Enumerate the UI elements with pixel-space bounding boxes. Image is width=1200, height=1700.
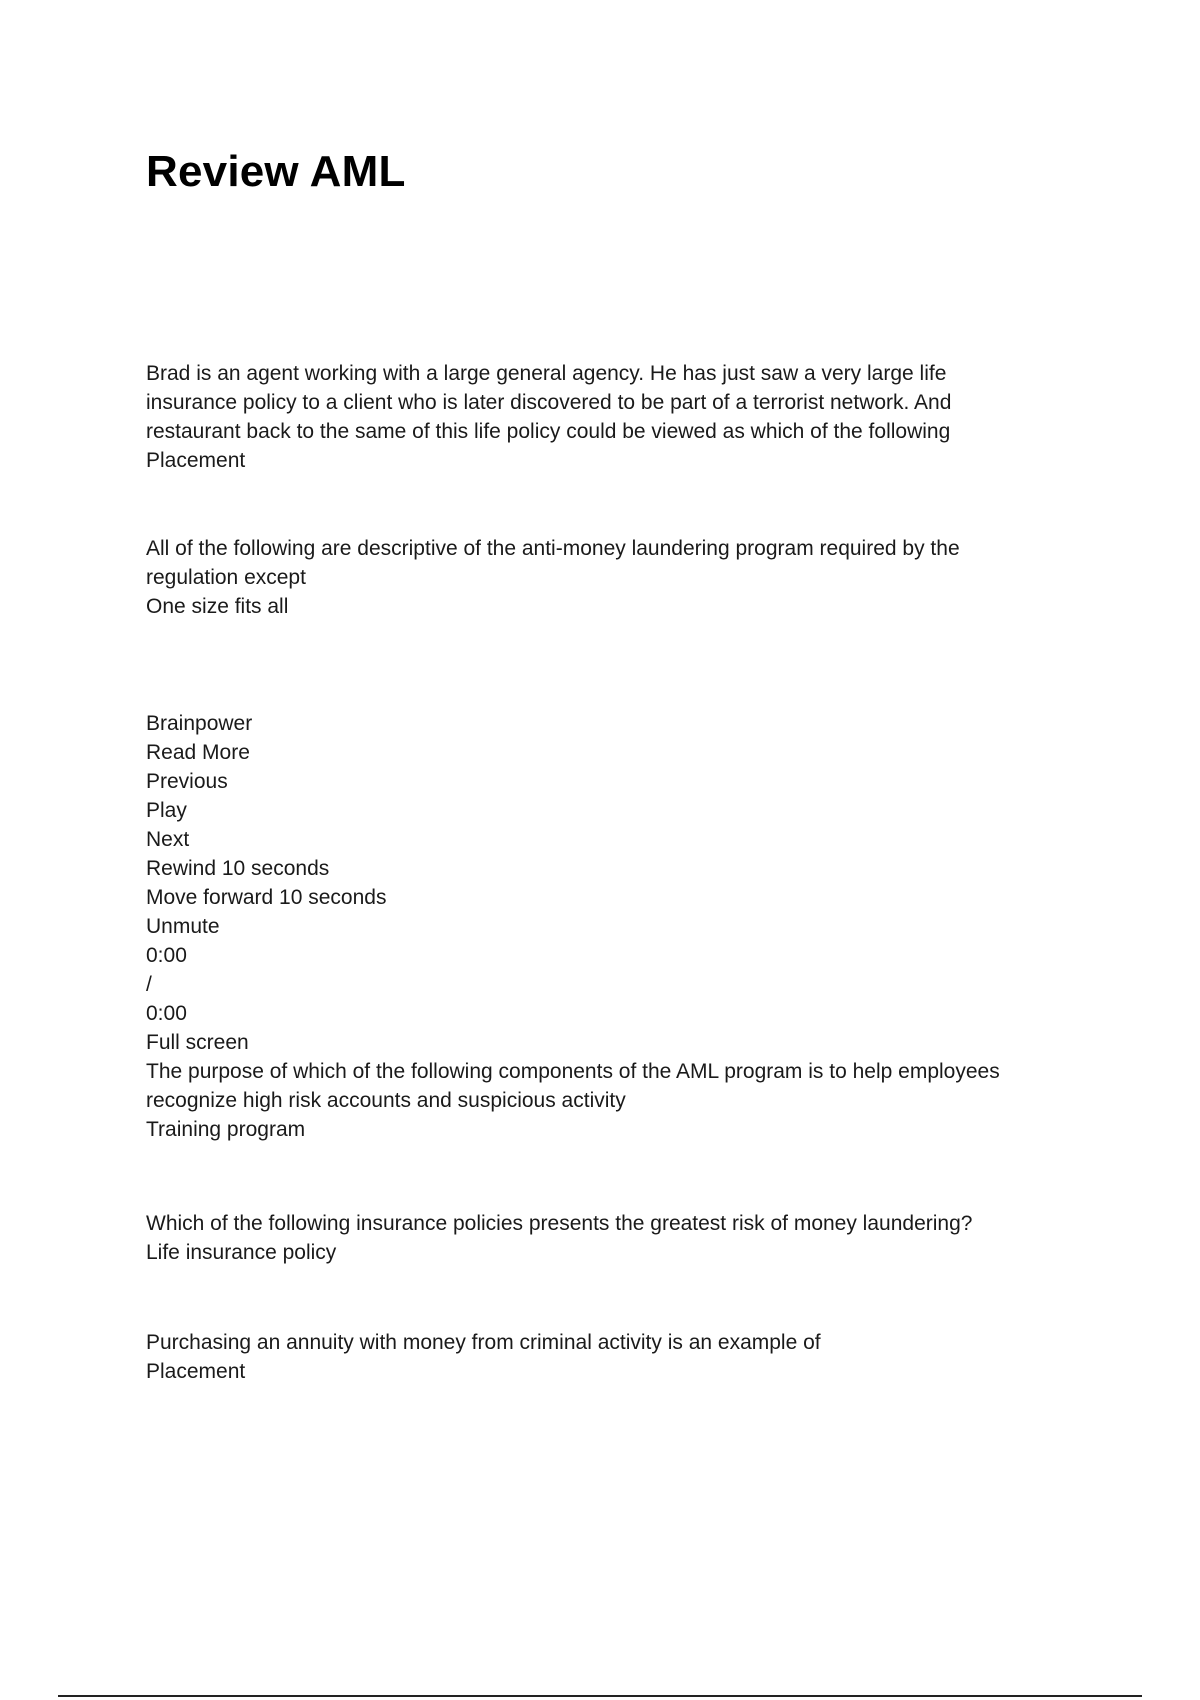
rewind-button[interactable]: Rewind 10 seconds [146,857,330,880]
previous-button[interactable]: Previous [146,770,228,793]
time-separator: / [146,973,152,996]
play-button[interactable]: Play [146,799,187,822]
player-brand: Brainpower [146,712,253,735]
question-line: The purpose of which of the following components of the AML program is to help employees [146,1060,1000,1083]
current-time: 0:00 [146,944,187,967]
video-player-text [146,709,1076,1144]
answer-text: Life insurance policy [146,1241,337,1264]
page-title: Review AML [146,147,406,196]
qa-item-2 [146,534,1076,621]
answer-text: Placement [146,449,246,472]
answer-text: One size fits all [146,595,289,618]
qa-item-5 [146,1328,1076,1386]
answer-text: Training program [146,1118,306,1141]
qa-item-4 [146,1209,1076,1267]
question-line: All of the following are descriptive of the anti-money laundering program required by the [146,537,960,560]
qa-item-1 [146,359,1076,475]
read-more-link[interactable]: Read More [146,741,250,764]
question-line: regulation except [146,566,306,589]
question-line: recognize high risk accounts and suspicious activity [146,1089,626,1112]
question-line: Which of the following insurance policies presents the greatest risk of money laundering? [146,1212,973,1235]
question-line: restaurant back to the same of this life policy could be viewed as which of the following [146,420,951,443]
unmute-button[interactable]: Unmute [146,915,220,938]
question-line: Purchasing an annuity with money from criminal activity is an example of [146,1331,821,1354]
question-line: insurance policy to a client who is later discovered to be part of a terrorist network. And [146,391,952,414]
question-line: Brad is an agent working with a large general agency. He has just saw a very large life [146,362,947,385]
footer-divider [58,1695,1142,1697]
duration: 0:00 [146,1002,187,1025]
answer-text: Placement [146,1360,246,1383]
forward-button[interactable]: Move forward 10 seconds [146,886,387,909]
fullscreen-button[interactable]: Full screen [146,1031,249,1054]
next-button[interactable]: Next [146,828,190,851]
